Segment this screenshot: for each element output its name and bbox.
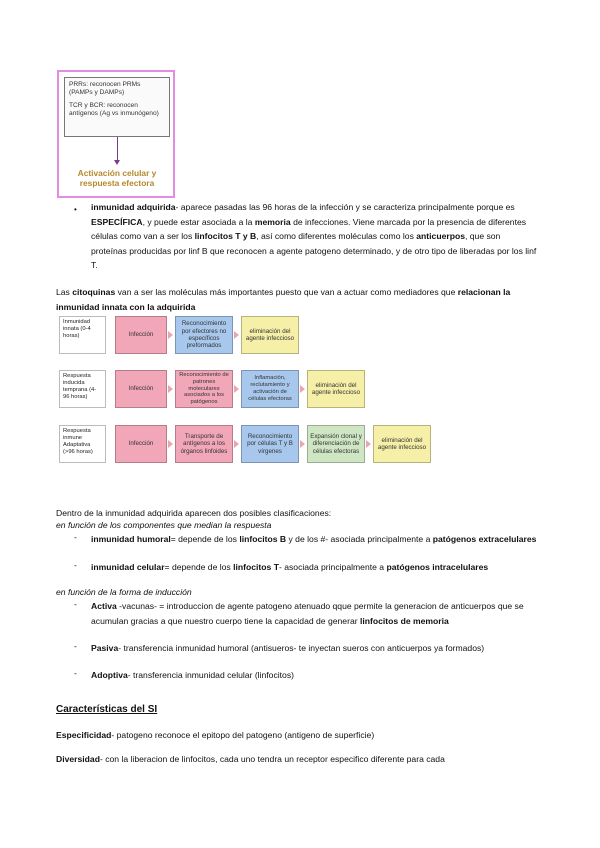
- arrow-right-icon: [234, 440, 239, 448]
- row-label: Inmunidad innata (0-4 horas): [59, 316, 106, 354]
- adquirida-paragraph: [91, 200, 537, 273]
- bullet-icon: •: [74, 205, 77, 214]
- cell-reconocimiento-patrones: Reconocimiento de patrones moleculares asociados a los patógenos: [175, 370, 233, 408]
- bold-term: Especificidad: [56, 730, 112, 740]
- especificidad-para: [56, 728, 536, 743]
- diversidad-para: [56, 752, 536, 767]
- text: , así como diferentes moléculas como los: [256, 231, 417, 241]
- cell-reconocimiento: Reconocimiento por efectores no específicos preformados: [175, 316, 233, 354]
- cell-transporte: Transporte de antígenos a los órganos linfoides: [175, 425, 233, 463]
- bold-term: memoria: [254, 216, 291, 227]
- table-row-innata: [59, 316, 439, 356]
- text: - asociada principalmente a: [278, 562, 387, 572]
- box-line: TCR y BCR: reconocen: [69, 102, 138, 109]
- bold-term: patógenos intracelulares: [386, 562, 489, 572]
- arrow-right-icon: [234, 385, 239, 393]
- bold-term: citoquinas: [72, 287, 116, 297]
- text: y de los #- asociada principalmente a: [286, 534, 433, 544]
- bold-term: inmunidad adquirida: [91, 202, 176, 212]
- bold-term: Activa: [91, 601, 117, 611]
- pasiva-item: [91, 641, 537, 656]
- text: - aparece pasadas las 96 horas de la infección y se caracteriza principalmente porque es: [175, 202, 515, 212]
- text: Las: [56, 287, 73, 297]
- text: - con la liberacion de linfocitos, cada uno tendra un receptor especifico diferente para cada: [99, 754, 445, 764]
- clasif-sub2: en función de la forma de inducción: [56, 587, 192, 597]
- cell-infeccion: Infección: [115, 425, 167, 463]
- activa-item: [91, 599, 537, 628]
- receptor-box: [64, 77, 170, 137]
- bold-term: linfocitos T: [233, 562, 279, 572]
- celular-item: [91, 560, 537, 575]
- bold-term: ESPECÍFICA: [91, 216, 143, 227]
- dash-bullet: -: [74, 641, 77, 651]
- result-line: Activación celular y: [77, 168, 157, 178]
- text: , que son proteínas producidas por linf B que reconocen a agente patogeno determinado, y de otro tipo de liberadas por los linf T.: [91, 231, 537, 270]
- row-label: Respuesta inducida temprana (4-96 horas): [59, 370, 106, 408]
- arrow-right-icon: [300, 440, 305, 448]
- text: = depende de los: [164, 562, 234, 572]
- text: - patogeno reconoce el epitopo del patogeno (antigeno de superficie): [111, 730, 375, 740]
- cell-eliminacion: eliminación del agente infeccioso: [373, 425, 431, 463]
- cell-expansion: Expansión clonal y diferenciación de células efectoras: [307, 425, 365, 463]
- bold-term: linfocitos B: [239, 534, 287, 544]
- cell-eliminacion: eliminación del agente infeccioso: [241, 316, 299, 354]
- bold-term: inmunidad humoral: [91, 534, 171, 544]
- table-row-temprana: [59, 370, 439, 410]
- arrow-down-icon: [114, 160, 120, 165]
- cell-eliminacion: eliminación del agente infeccioso: [307, 370, 365, 408]
- bold-term: Pasiva: [91, 643, 119, 653]
- box-line: (PAMPs y DAMPs): [69, 89, 125, 96]
- arrow-right-icon: [168, 440, 173, 448]
- adoptiva-item: [91, 668, 537, 683]
- citoquinas-paragraph: [56, 285, 536, 314]
- diagram-result: [62, 168, 172, 188]
- text: - transferencia inmunidad celular (linfocitos): [127, 670, 294, 680]
- arrow-right-icon: [234, 331, 239, 339]
- row-label: Respuesta inmune Adaptativa (>96 horas): [59, 425, 106, 463]
- section-heading: Características del SI: [56, 704, 158, 715]
- bold-term: linfocitos de memoria: [359, 615, 449, 626]
- dash-bullet: -: [74, 668, 77, 678]
- humoral-item: [91, 532, 537, 547]
- arrow-right-icon: [300, 385, 305, 393]
- text: = depende de los: [170, 534, 240, 544]
- dash-bullet: -: [74, 532, 77, 542]
- text: de infecciones. Viene marcada por la presencia de diferentes células como van a ser los: [91, 216, 527, 241]
- arrow-right-icon: [366, 440, 371, 448]
- clasif-intro: Dentro de la inmunidad adquirida aparecen dos posibles clasificaciones:: [56, 508, 332, 518]
- box-line: PRRs: reconocen PRMs: [69, 81, 141, 88]
- bold-term: inmunidad celular: [91, 562, 165, 572]
- text: - transferencia inmunidad humoral (antisueros- te inyectan sueros con anticuerpos ya formados): [118, 643, 485, 653]
- dash-bullet: -: [74, 599, 77, 609]
- cell-reconocimiento-tb: Reconocimiento por células T y B vírgenes: [241, 425, 299, 463]
- cell-infeccion: Infección: [115, 370, 167, 408]
- cell-infeccion: Infección: [115, 316, 167, 354]
- text: , y puede estar asociada a la: [142, 216, 255, 227]
- bold-term: relacionan la inmunidad innata con la adquirida: [56, 287, 511, 312]
- result-line: respuesta efectora: [79, 178, 155, 188]
- clasif-sub1: en función de los componentes que median la respuesta: [56, 520, 272, 530]
- box-line: antígenos (Ag vs inmunógeno): [69, 110, 159, 117]
- arrow-right-icon: [168, 385, 173, 393]
- text: -vacunas- = introduccion de agente patogeno atenuado qque permite la generacion de anticuerpos que se acumulan gracias a que nuestro cuerpo tiene la capacidad de generar: [91, 601, 524, 626]
- bold-term: Adoptiva: [91, 670, 128, 680]
- text: van a ser las moléculas más importantes puesto que van a actuar como mediadores que: [115, 287, 458, 297]
- dash-bullet: -: [74, 560, 77, 570]
- bold-term: Diversidad: [56, 754, 100, 764]
- bold-term: patógenos extracelulares: [432, 534, 537, 544]
- table-row-adaptativa: [59, 425, 439, 465]
- arrow-line: [117, 137, 118, 162]
- bold-term: linfocitos T y B: [194, 231, 257, 241]
- bold-term: anticuerpos: [416, 231, 465, 241]
- arrow-right-icon: [168, 331, 173, 339]
- cell-inflamacion: Inflamación, reclutamiento y activación de células efectoras: [241, 370, 299, 408]
